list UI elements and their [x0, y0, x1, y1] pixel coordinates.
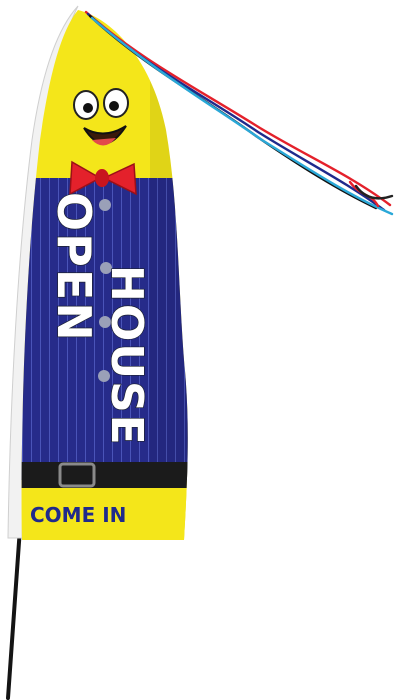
open-text: OPEN [47, 192, 101, 343]
come-in-text: COME IN [30, 503, 127, 527]
belt-icon [0, 462, 200, 488]
flag-pole [8, 528, 20, 698]
house-text: HOUSE [101, 265, 152, 447]
